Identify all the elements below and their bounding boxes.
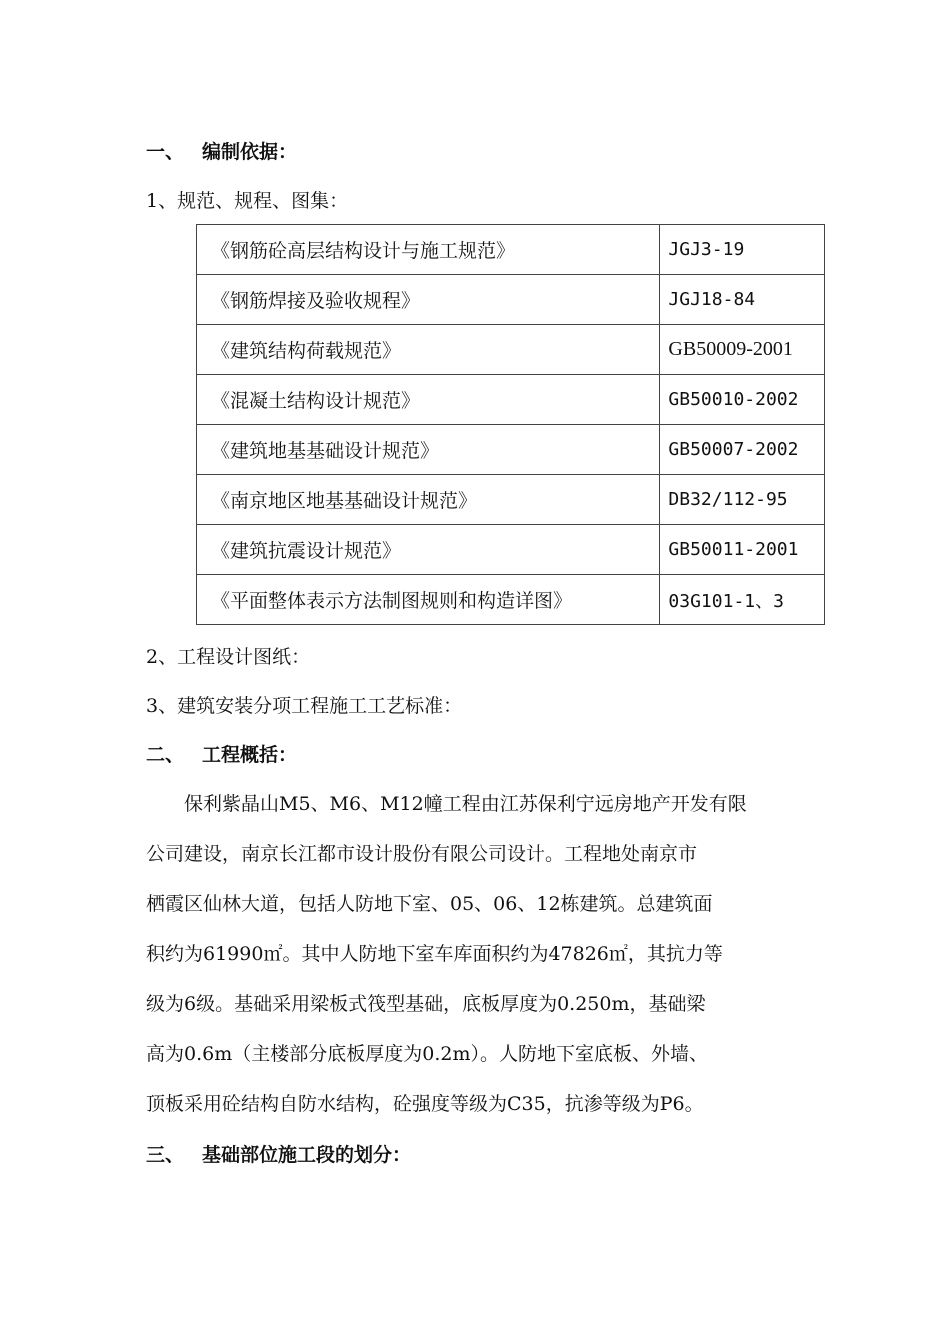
spec-name: 《南京地区地基基础设计规范》 (197, 475, 660, 525)
section-heading-1 (146, 138, 297, 166)
spec-name: 《建筑地基基础设计规范》 (197, 425, 660, 475)
table-row (197, 525, 825, 575)
subsection-standards: 3、建筑安装分项工程施工工艺标准： (146, 695, 463, 717)
overview-paragraph (146, 790, 816, 1140)
spec-code: GB50011-2001 (660, 525, 825, 575)
spec-name: 《混凝土结构设计规范》 (197, 375, 660, 425)
specs-table (196, 224, 825, 625)
spec-name: 《钢筋砼高层结构设计与施工规范》 (197, 225, 660, 275)
table-row (197, 325, 825, 375)
paragraph-line: 级为6级。基础采用梁板式筏型基础，底板厚度为0.250m，基础梁 (146, 993, 706, 1015)
spec-code: 03G101-1、3 (660, 575, 825, 625)
subsection-drawings: 2、工程设计图纸： (146, 646, 311, 668)
paragraph-line: 积约为61990㎡。其中人防地下室车库面积约为47826㎡，其抗力等 (146, 943, 723, 965)
table-row (197, 275, 825, 325)
spec-name: 《建筑结构荷载规范》 (197, 325, 660, 375)
spec-code: GB50010-2002 (660, 375, 825, 425)
table-row (197, 375, 825, 425)
paragraph-line: 公司建设，南京长江都市设计股份有限公司设计。工程地处南京市 (146, 843, 698, 865)
spec-name: 《钢筋焊接及验收规程》 (197, 275, 660, 325)
table-row (197, 575, 825, 625)
paragraph-line: 高为0.6m（主楼部分底板厚度为0.2m）。人防地下室底板、外墙、 (146, 1043, 708, 1065)
subsection-specs: 1、规范、规程、图集： (146, 190, 349, 212)
spec-name: 《建筑抗震设计规范》 (197, 525, 660, 575)
spec-code: JGJ18-84 (660, 275, 825, 325)
section-number: 三、 (146, 1144, 185, 1166)
paragraph-line: 顶板采用砼结构自防水结构，砼强度等级为C35，抗渗等级为P6。 (146, 1093, 704, 1115)
section-title: 基础部位施工段的划分： (202, 1144, 412, 1166)
table-row (197, 225, 825, 275)
spec-code: GB50007-2002 (660, 425, 825, 475)
section-title: 工程概括： (202, 744, 298, 766)
paragraph-line: 栖霞区仙林大道，包括人防地下室、05、06、12栋建筑。总建筑面 (146, 893, 713, 915)
section-heading-2 (146, 741, 297, 769)
section-title: 编制依据： (202, 141, 298, 163)
section-number: 一、 (146, 141, 185, 163)
section-number: 二、 (146, 744, 185, 766)
paragraph-line: 保利紫晶山M5、M6、M12幢工程由江苏保利宁远房地产开发有限 (184, 793, 747, 815)
spec-code: DB32/112-95 (660, 475, 825, 525)
spec-name: 《平面整体表示方法制图规则和构造详图》 (197, 575, 660, 625)
spec-code: JGJ3-19 (660, 225, 825, 275)
table-row (197, 475, 825, 525)
table-row (197, 425, 825, 475)
spec-code: GB50009-2001 (660, 325, 825, 375)
section-heading-3 (146, 1141, 411, 1169)
